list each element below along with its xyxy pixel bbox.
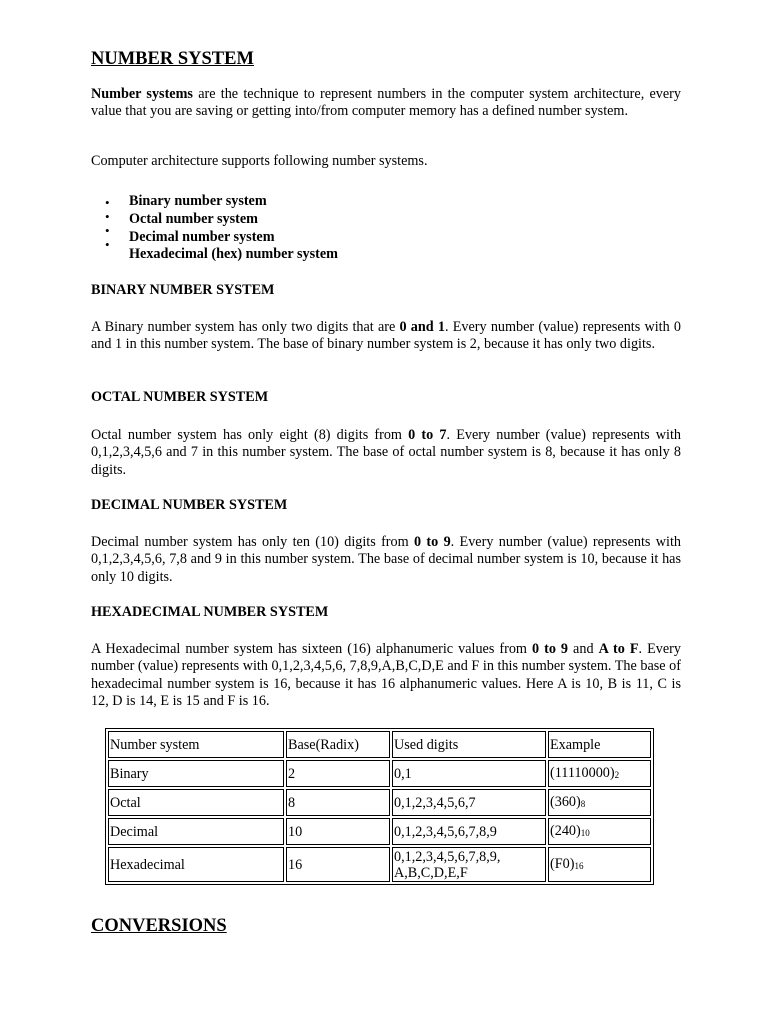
list-item: Hexadecimal (hex) number system [129,246,338,262]
conversions-heading: CONVERSIONS [91,916,227,936]
binary-text: A Binary number system has only two digits that are [91,319,400,335]
example-value: (360) [550,794,581,810]
table-cell [392,847,546,882]
octal-heading: OCTAL NUMBER SYSTEM [91,389,269,405]
table-cell: 16 [286,847,390,882]
binary-paragraph [91,319,681,354]
example-value: (240) [550,823,581,839]
table-row [108,760,651,787]
table-cell: Octal [108,789,284,816]
hex-text: and [568,641,599,657]
octal-text: . Every number (value) represents with 0,1,2,3,4,5,6 and 7 in this number system. The base of octal number system is 8, because it has only 8 digits. [91,427,681,478]
table-cell: Hexadecimal [108,847,284,882]
table-row [108,818,651,845]
table-cell: Binary [108,760,284,787]
table-header-cell: Base(Radix) [286,731,390,758]
example-value: (11110000) [550,765,615,781]
hex-paragraph [91,641,681,711]
number-system-table [105,728,654,885]
hex-heading: HEXADECIMAL NUMBER SYSTEM [91,604,329,620]
table-header-row [108,731,651,758]
hex-text: A Hexadecimal number system has sixteen (16) alphanumeric values from [91,641,532,657]
decimal-text: . Every number (value) represents with 0,1,2,3,4,5,6, 7,8 and 9 in this number system. The base of decimal number system is 10, because it has only 10 digits. [91,534,681,585]
decimal-bold: 0 to 9 [414,534,451,550]
digits-line: A,B,C,D,E,F [394,864,468,881]
decimal-paragraph [91,534,681,586]
bullet-dot-icon: • [105,209,110,224]
hex-bold: 0 to 9 [531,641,569,657]
list-item: Octal number system [129,211,258,227]
binary-bold: 0 and 1 [399,319,445,335]
binary-heading: BINARY NUMBER SYSTEM [91,282,275,298]
decimal-heading: DECIMAL NUMBER SYSTEM [91,497,288,513]
example-base: 10 [580,828,590,838]
table-cell: 2 [286,760,390,787]
table-cell: 0,1,2,3,4,5,6,7,8,9 [392,818,546,845]
table-cell [548,847,651,882]
octal-bold: 0 to 7 [408,427,447,443]
table-cell [548,760,651,787]
table-cell: 0,1 [392,760,546,787]
supports-paragraph: Computer architecture supports following number systems. [91,153,428,169]
binary-text: . Every number (value) represents with 0 and 1 in this number system. The base of binary number system is 2, because it has only two digits. [91,319,681,353]
intro-rest: are the technique to represent numbers in the computer system architecture, every value that you are saving or getting into/from computer memory has a defined number system. [91,86,681,120]
list-item: Decimal number system [129,229,275,245]
table-row [108,847,651,882]
bullet-dot-icon: • [105,223,110,238]
intro-paragraph [91,86,681,121]
table-cell: 8 [286,789,390,816]
table-header-cell: Number system [108,731,284,758]
list-item: Binary number system [129,193,267,209]
table-cell [548,818,651,845]
bullet-dot-icon: • [105,195,110,210]
hex-text: . Every number (value) represents with 0,1,2,3,4,5,6, 7,8,9,A,B,C,D,E and F in this number system. The base of hexadecimal number system is 16, because it has 16 alphanumeric values. Here A is 10, B is 11, C is 12, D is 14, E is 15 and F is 16. [91,641,681,710]
table-cell: 0,1,2,3,4,5,6,7 [392,789,546,816]
digits-line: 0,1,2,3,4,5,6,7,8,9, [394,848,501,865]
example-base: 8 [580,799,586,809]
octal-paragraph [91,427,681,479]
decimal-text: Decimal number system has only ten (10) digits from [91,534,414,550]
table-header-cell: Used digits [392,731,546,758]
table-row [108,789,651,816]
table-cell: 10 [286,818,390,845]
bullet-dot-icon: • [105,237,110,252]
octal-text: Octal number system has only eight (8) digits from [91,427,409,443]
page-title: NUMBER SYSTEM [91,49,254,69]
intro-bold: Number systems [91,86,193,102]
table-cell [548,789,651,816]
table-header-cell: Example [548,731,651,758]
table-cell: Decimal [108,818,284,845]
example-value: (F0) [550,856,575,872]
example-base: 16 [574,861,584,871]
hex-bold: A to F [598,641,639,657]
example-base: 2 [614,770,620,780]
